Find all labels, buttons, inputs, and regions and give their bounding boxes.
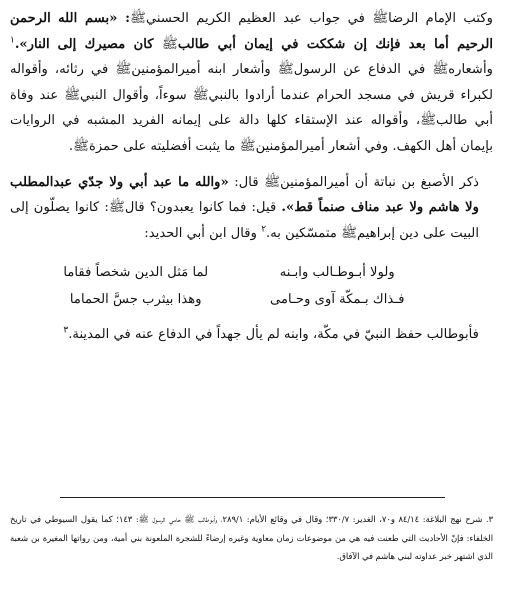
footnote-ref-2: ٢ [261, 224, 267, 235]
poem-hemistich: فـذاك بـمكّة آوى وحـامى [269, 292, 405, 308]
honorific-mark: ﷺ [372, 11, 389, 26]
footnote [10, 510, 493, 566]
text: في جواب عبد العظيم الكريم الحسني [145, 11, 373, 26]
honorific-mark: ﷺ [73, 138, 89, 154]
text: ذكر الأصبغ بن نباتة أن أميرالمؤمنين [280, 174, 479, 190]
footnote-ref-3: ٣ [63, 325, 69, 336]
text: قال: [228, 174, 265, 190]
honorific-mark: ﷺ [341, 225, 358, 241]
text: وأشعاره [448, 62, 493, 78]
text: سوءاً، [154, 87, 193, 103]
honorific-mark: ﷺ [432, 62, 449, 78]
quote-text: «والله ما عبد أبي ولا جدّي عبدالمطلب ولا هاشم ولا عبد مناف صنماً قط». [10, 174, 480, 216]
footnote-text: ٣. شرح نهج البلاغة: ٨٤/١٤ و٧٠، الغدير: ٣٣٠/٧؛ وقال في وقائع الأيام: ٢٨٩/١، وأبوطالب ﷺ حامي الرسول ﷺ: ١٤٣؛ كما يقول السيوطي في تاريخ الخلفاء: فإنّ الأحاديث التي طعنت فيه هي من موضوعات زمان معاوية وغيره إرضاءً للشجرة الملعونة بني أمية، ومن رواتها المغيرة بن شعبة الذي اشتهر خبر عداوته لبني هاشم في الآفاق. [10, 514, 493, 562]
text: وكتب الإمام الرضا [388, 11, 493, 26]
text: عند وفاة أبي طالب [10, 87, 494, 129]
text: يثبت أفضليته على حمزة [88, 138, 221, 154]
footnote-divider [60, 497, 445, 498]
quote-text: النار». [14, 36, 50, 52]
poem [10, 260, 493, 312]
text: في [91, 62, 116, 78]
honorific-mark: ﷺ [161, 36, 178, 52]
text: وأقوال النبي [80, 87, 149, 103]
honorific-mark: ﷺ [192, 87, 209, 103]
honorific-mark: ﷺ [108, 200, 125, 216]
text: ما [224, 138, 240, 154]
text: رثائه، وأقواله لكبراء قريش في مسجد الحرام عندما أرادوا بالنبي [10, 62, 493, 103]
honorific-mark: ﷺ [130, 11, 146, 26]
honorific-mark: ﷺ [420, 113, 437, 129]
honorific-mark: ﷺ [64, 87, 81, 103]
text: : كانوا يصلّون إلى البيت على دين إبراهيم [10, 200, 479, 241]
text: وأشعار ابنه أميرالمؤمنين [131, 62, 278, 78]
text: وقال ابن أبي الحديد: [144, 225, 262, 241]
paragraph-2 [10, 170, 493, 247]
text: قيل: فما كانوا يعبدون؟ قال [124, 200, 282, 216]
honorific-mark: ﷺ [239, 138, 256, 154]
text: ، وأقواله عند الإستقاء كلها دالة على إيمانه [171, 113, 421, 129]
poem-hemistich: وهذا بيثرب جسَّ الحماما [69, 292, 202, 308]
honorific-mark: ﷺ [115, 62, 132, 78]
footnote-ref-1: ١ [10, 35, 15, 46]
quote-text: الرحمن الرحيم أما بعد فإنك إن شككت في إيمان أبي طالب [10, 11, 493, 52]
conclusion-text: فأبوطالب حفظ النبيّ في مكّة، وابنه لم يأل جهداً في الدفاع عنه في المدينة. [68, 327, 479, 343]
poem-hemistich: لما مَثل الدين شخصاً فقاما [63, 265, 209, 281]
honorific-mark: ﷺ [277, 62, 294, 78]
text: متمسّكين به. [266, 225, 342, 241]
text: في الدفاع عن الرسول [293, 62, 433, 78]
poem-hemistich: ولولا أبـوطـالب وابـنه [279, 265, 395, 281]
conclusion [10, 322, 493, 347]
quote-text: كان مصيرك إلى [57, 36, 162, 52]
text: الفريد المشبه في الروايات بإيمان أهل الكهف. وفي أشعار أميرالمؤمنين [10, 113, 493, 154]
paragraph-1 [10, 6, 493, 160]
quote-text: : «بسم الله [58, 11, 130, 26]
text: . [68, 138, 74, 154]
honorific-mark: ﷺ [264, 174, 281, 190]
